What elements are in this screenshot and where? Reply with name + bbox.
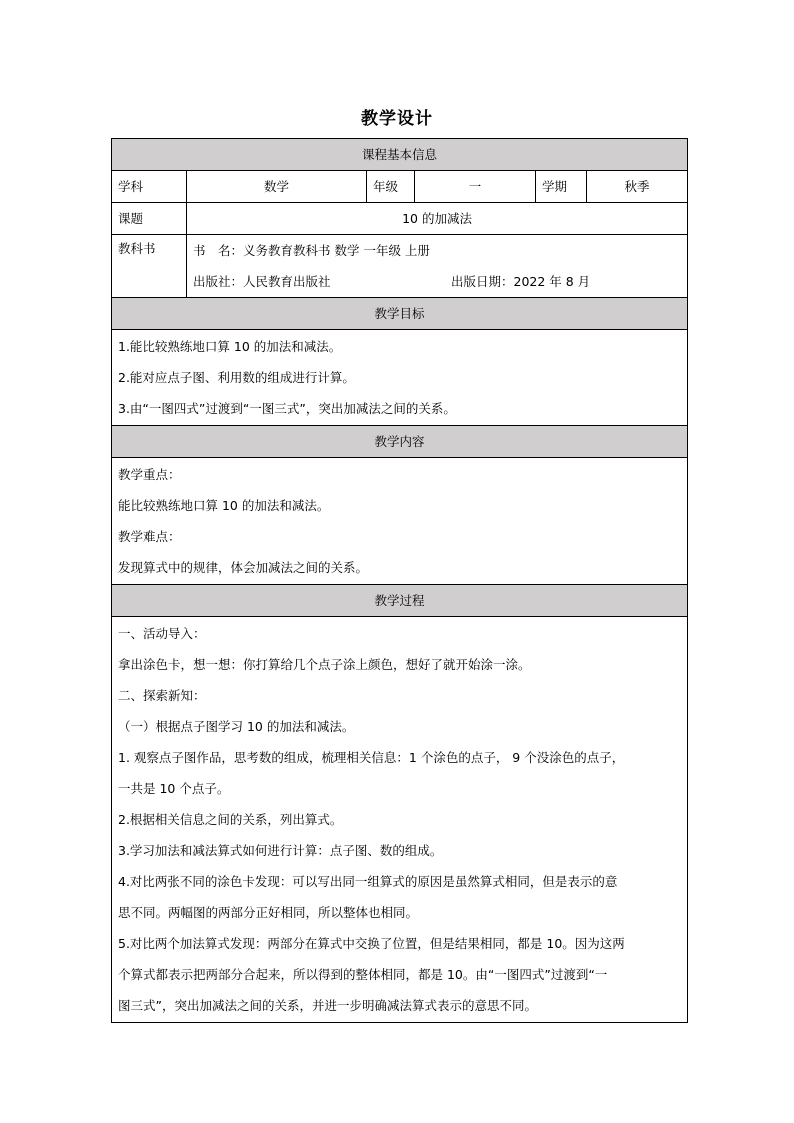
term-label: 学期 [536, 171, 587, 203]
key-point-label: 教学重点： [118, 467, 181, 482]
process-line: 2.根据相关信息之间的关系，列出算式。 [118, 812, 343, 827]
subject-label: 学科 [112, 171, 187, 203]
process-line: 二、探索新知： [118, 688, 206, 703]
topic-label: 课题 [112, 203, 187, 235]
section-header-basic-info: 课程基本信息 [112, 139, 688, 171]
process-line: 个算式都表示把两部分合起来，所以得到的整体相同，都是 10。由“一图四式”过渡到“一 [118, 967, 608, 982]
objective-item: 3.由“一图四式”过渡到“一图三式”，突出加减法之间的关系。 [118, 401, 456, 416]
process-line: 拿出涂色卡，想一想：你打算给几个点子涂上颜色，想好了就开始涂一涂。 [118, 657, 531, 672]
document-title: 教学设计 [361, 109, 433, 129]
process-line: 4.对比两张不同的涂色卡发现：可以写出同一组算式的原因是虽然算式相同，但是表示的意 [118, 874, 618, 889]
objective-item: 1.能比较熟练地口算 10 的加法和减法。 [118, 339, 342, 354]
grade-label: 年级 [367, 171, 415, 203]
publish-date: 出版日期：2022 年 8 月 [451, 274, 591, 289]
section-header-content: 教学内容 [112, 426, 688, 458]
section-header-objectives: 教学目标 [112, 298, 688, 330]
section-header-process: 教学过程 [112, 585, 688, 617]
process-line: 5.对比两个加法算式发现：两部分在算式中交换了位置，但是结果相同，都是 10。因为这两 [118, 936, 625, 951]
process-line: 3.学习加法和减法算式如何进行计算：点子图、数的组成。 [118, 843, 443, 858]
process-line: 1. 观察点子图作品，思考数的组成，梳理相关信息：1 个涂色的点子， 9 个没涂色的点子， [118, 750, 625, 765]
book-name-line: 书 名：义务教育教科书 数学 一年级 上册 [193, 243, 430, 258]
difficulty-label: 教学难点： [118, 529, 181, 544]
lesson-plan-table [111, 138, 688, 1023]
objective-item: 2.能对应点子图、利用数的组成进行计算。 [118, 370, 355, 385]
subject-value: 数学 [187, 171, 367, 203]
publisher-line [193, 266, 681, 297]
publisher: 出版社：人民教育出版社 [193, 274, 331, 289]
topic-value: 10 的加减法 [187, 203, 688, 235]
process-line: 图三式”，突出加减法之间的关系，并进一步明确减法算式表示的意思不同。 [118, 998, 537, 1013]
content-body [112, 458, 688, 585]
process-line: （一）根据点子图学习 10 的加法和减法。 [118, 719, 355, 734]
process-line: 一、活动导入： [118, 626, 206, 641]
process-line: 思不同。两幅图的两部分正好相同，所以整体也相同。 [118, 905, 419, 920]
process-body [112, 617, 688, 1023]
textbook-info [187, 235, 688, 298]
term-value: 秋季 [587, 171, 688, 203]
objectives-body [112, 330, 688, 426]
grade-value: 一 [415, 171, 536, 203]
key-point-text: 能比较熟练地口算 10 的加法和减法。 [118, 498, 330, 513]
process-line: 一共是 10 个点子。 [118, 781, 230, 796]
textbook-label: 教科书 [112, 235, 187, 298]
difficulty-text: 发现算式中的规律，体会加减法之间的关系。 [118, 560, 369, 575]
